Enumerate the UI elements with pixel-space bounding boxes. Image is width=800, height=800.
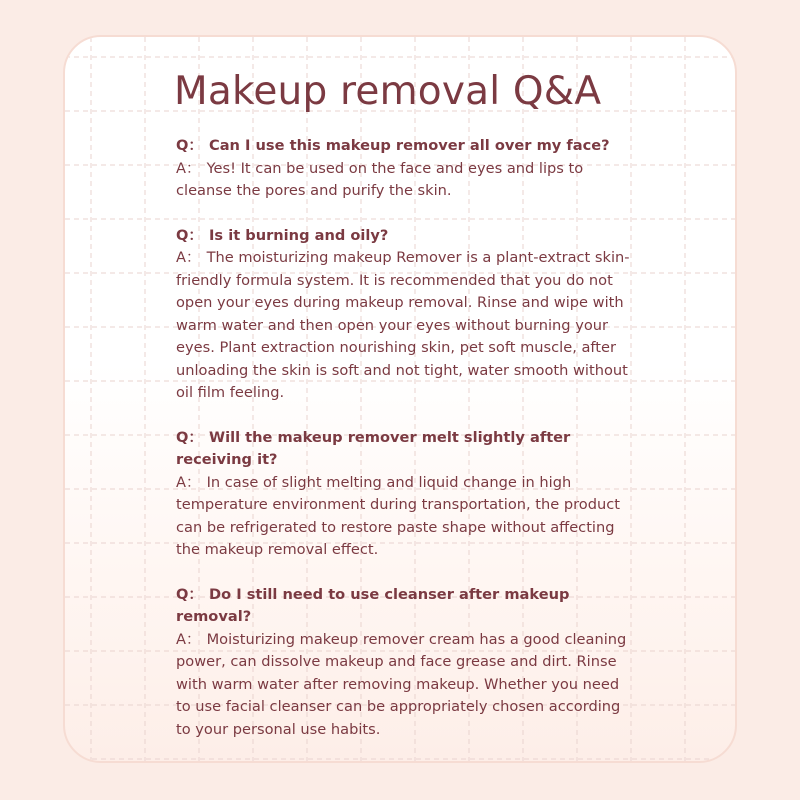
- answer-text: The moisturizing makeup Remover is a plant-extract skin-friendly formula system. It is recommended that you do not open your eyes during makeup removal. Rinse and wipe with warm water and then open your eyes without burning your eyes. Plant extraction nourishing skin, pet soft muscle, after unloading the skin is soft and not tight, water smooth without oil film feeling.: [176, 249, 630, 401]
- question: [176, 135, 636, 158]
- question-prefix: Q：: [176, 585, 203, 603]
- question-text: Do I still need to use cleanser after makeup removal?: [176, 585, 570, 625]
- page-title: Makeup removal Q&A: [174, 69, 602, 114]
- question-prefix: Q：: [176, 226, 203, 244]
- answer: [176, 629, 636, 742]
- question: [176, 427, 636, 472]
- question-text: Will the makeup remover melt slightly after receiving it?: [176, 428, 571, 468]
- qa-card: [63, 35, 737, 763]
- answer-text: Moisturizing makeup remover cream has a good cleaning power, can dissolve makeup and face grease and dirt. Rinse with warm water after removing makeup. Whether you need to use facial cleanser can be appropriately chosen according to your personal use habits.: [176, 630, 627, 738]
- answer-prefix: A：: [176, 473, 201, 491]
- answer-prefix: A：: [176, 249, 201, 266]
- answer-text: In case of slight melting and liquid change in high temperature environment during transportation, the product can be refrigerated to restore paste shape without affecting the makeup removal effect.: [176, 473, 620, 558]
- answer-text: Yes! It can be used on the face and eyes and lips to cleanse the pores and purify the skin.: [176, 159, 584, 199]
- answer-prefix: A：: [176, 159, 201, 177]
- faq-item-4: [176, 584, 636, 742]
- faq-item-2: [176, 225, 636, 405]
- answer: [176, 158, 636, 203]
- answer: [176, 247, 636, 405]
- question-text: Is it burning and oily?: [209, 226, 389, 244]
- answer: [176, 472, 636, 562]
- faq-item-3: [176, 427, 636, 562]
- question-prefix: Q：: [176, 137, 203, 154]
- question: [176, 584, 636, 629]
- faq-item-1: [176, 135, 636, 203]
- question-text: Can I use this makeup remover all over my face?: [209, 137, 610, 154]
- question: [176, 225, 636, 248]
- question-prefix: Q：: [176, 428, 203, 446]
- answer-prefix: A：: [176, 630, 201, 648]
- faq-list: [176, 135, 636, 763]
